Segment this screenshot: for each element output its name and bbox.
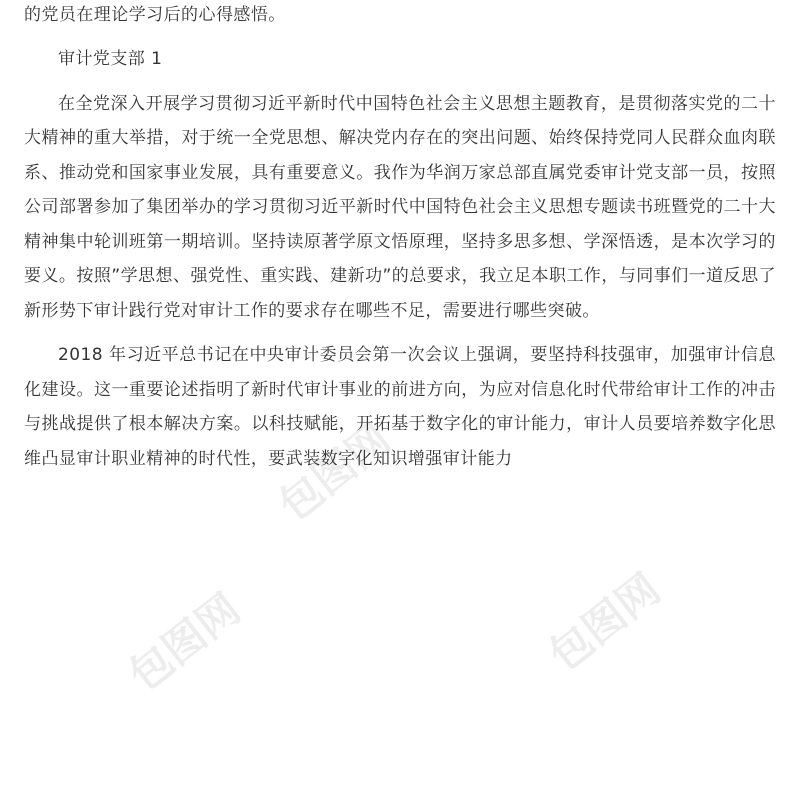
- watermark: 包图网: [119, 583, 250, 701]
- intro-text-end: 的党员在理论学习后的心得感悟。: [24, 4, 286, 25]
- watermark: 包图网: [269, 413, 400, 531]
- section-heading: 审计党支部 1: [58, 49, 163, 69]
- body-paragraph-1: 在全党深入开展学习贯彻习近平新时代中国特色社会主义思想主题教育，是贯彻落实党的二十大精神的重大举措，对于统一全党思想、解决党内存在的突出问题、始终保持党同人民群众血肉联系、推动党和国家事业发展，具有重要意义。我作为华润万家总部直属党委审计党支部一员，按照公司部署参加了集团举办的学习贯彻习近平新时代中国特色社会主义思想专题读书班暨党的二十大精神集中轮训班第一期培训。坚持读原著学原文悟原理，坚持多思多想、学深悟透，是本次学习的要义。按照”学思想、强党性、重实践、建新功”的总要求，我立足本职工作，与同事们一道反思了新形势下审计践行党对审计工作的要求存在哪些不足，需要进行哪些突破。: [24, 93, 776, 321]
- body-paragraph-2: 2018 年习近平总书记在中央审计委员会第一次会议上强调，要坚持科技强审，加强审计信息化建设。这一重要论述指明了新时代审计事业的前进方向，为应对信息化时代带给审计工作的冲击与挑战提供了根本解决方案。以科技赋能，开拓基于数字化的审计能力，审计人员要培养数字化思维凸显审计职业精神的时代性，要武装数字化知识增强审计能力: [24, 345, 776, 469]
- article-body: [24, 0, 776, 476]
- watermark: 包图网: [539, 563, 670, 681]
- intro-paragraph: [24, 0, 776, 32]
